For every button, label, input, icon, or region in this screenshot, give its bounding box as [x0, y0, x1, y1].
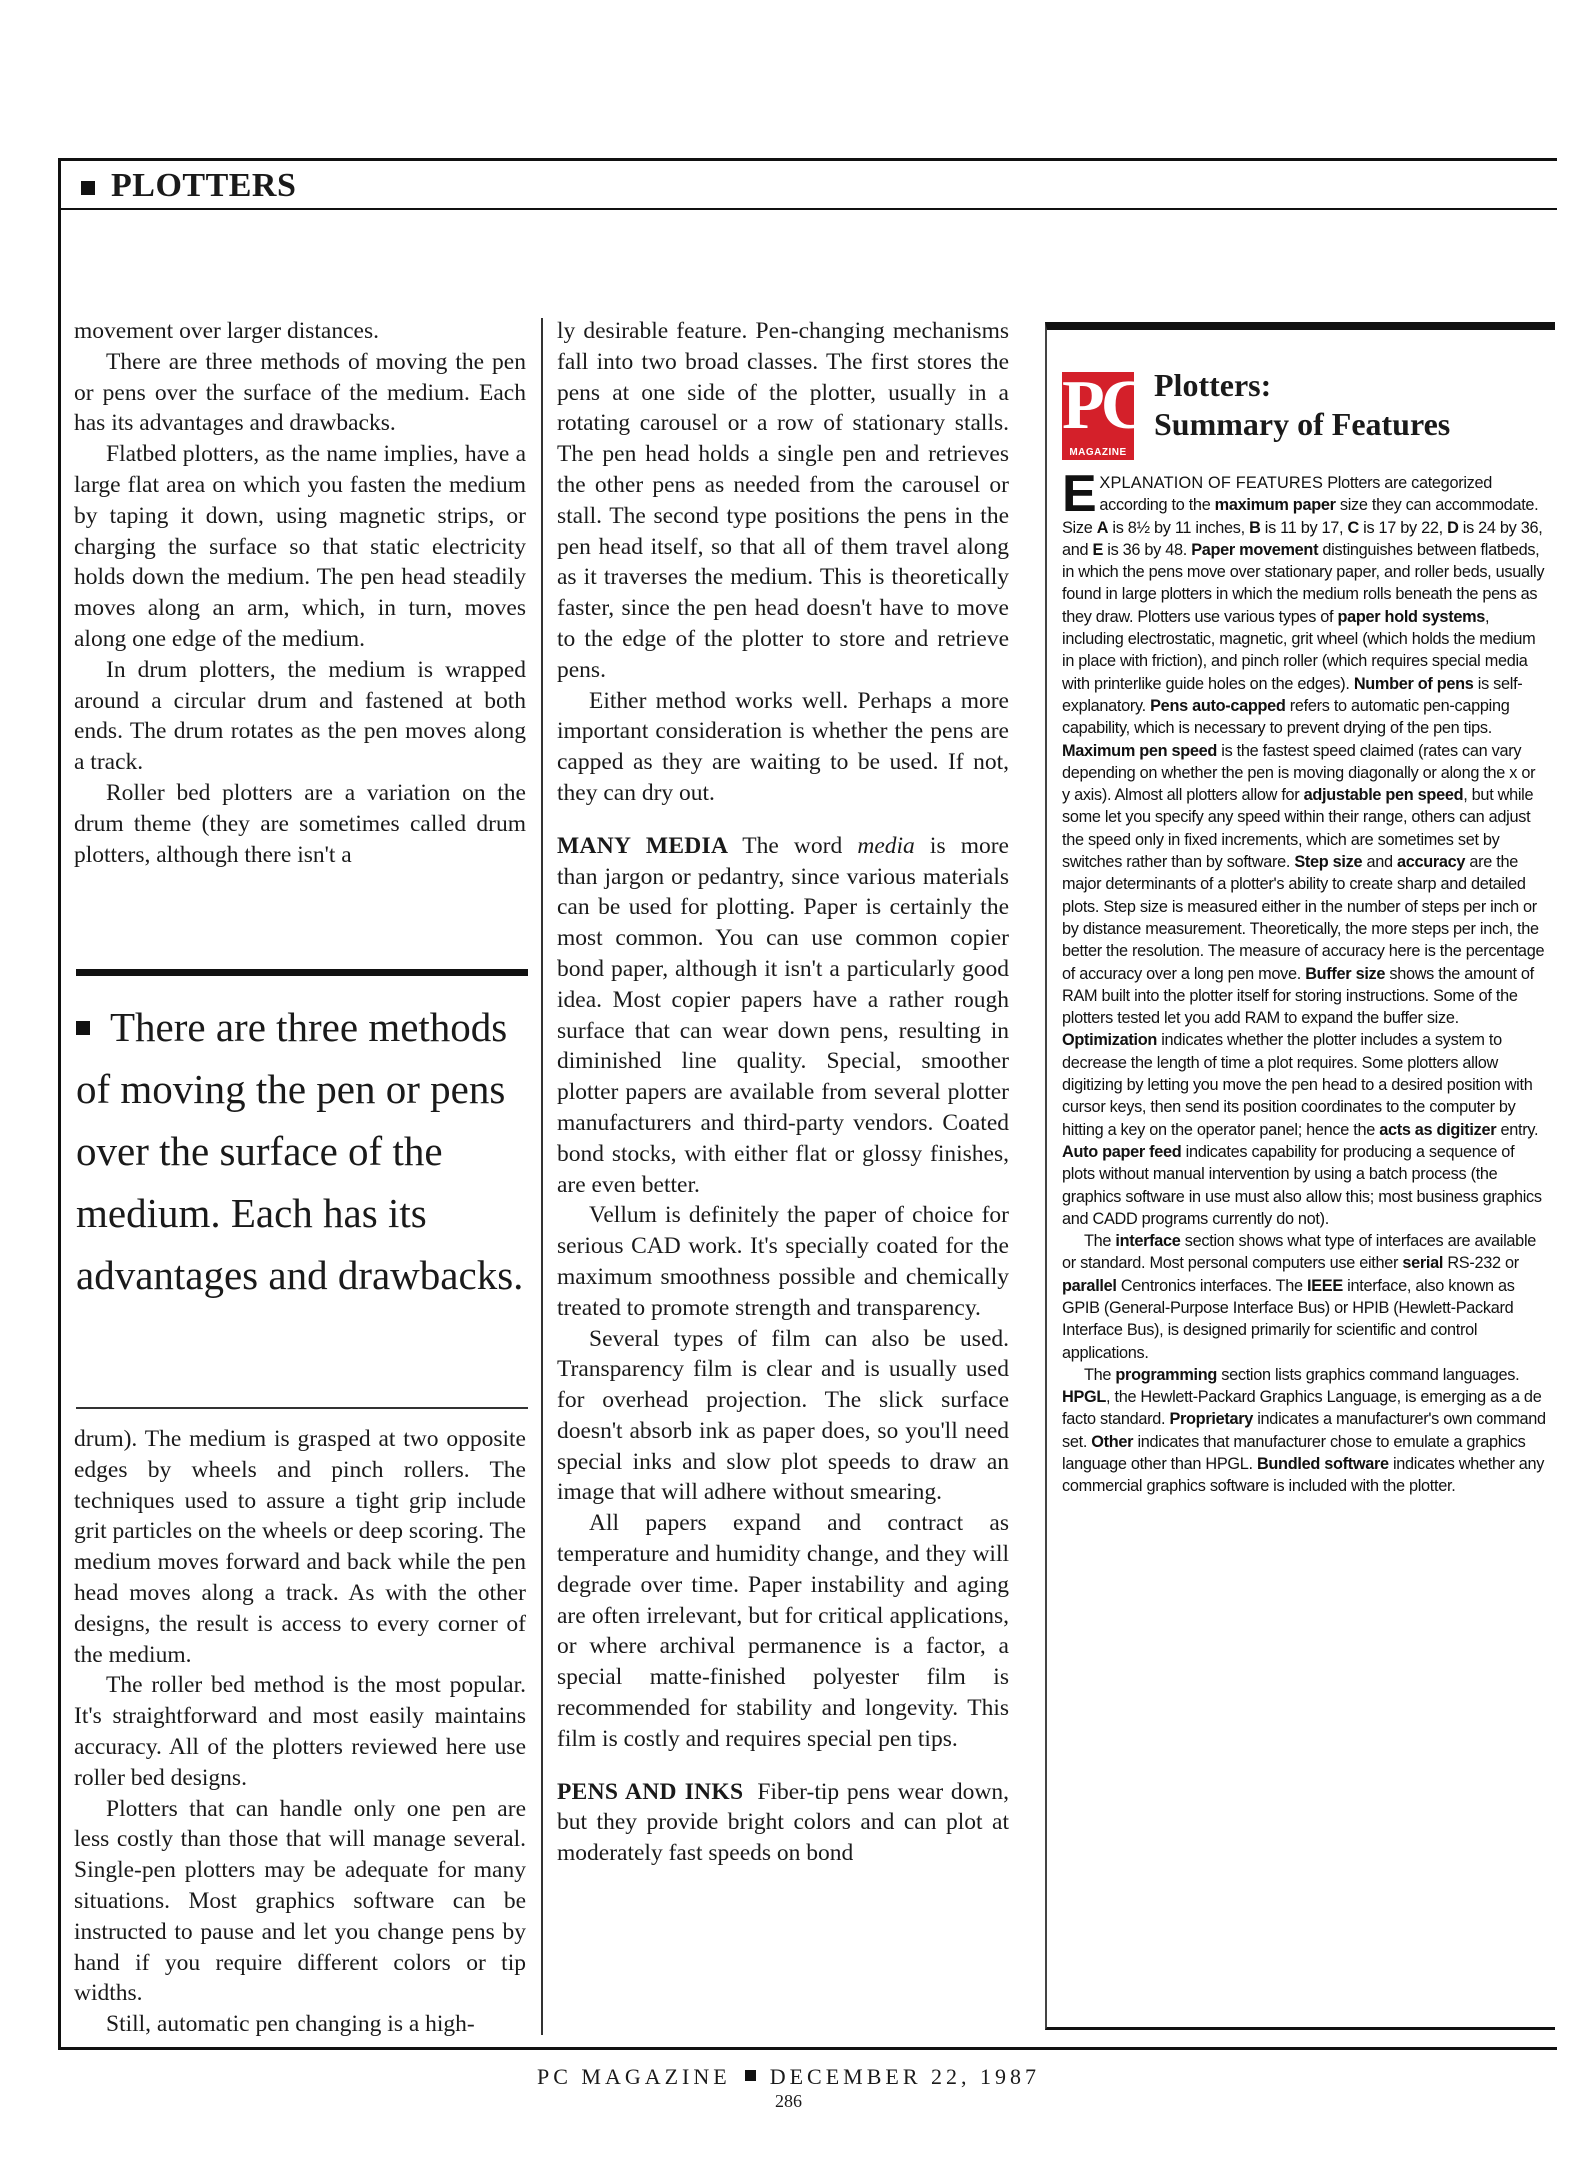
column-1-bottom [74, 1424, 526, 2040]
sidebar-paragraph-3 [1062, 1364, 1547, 1498]
sidebar-text-2 [1062, 1232, 1536, 1361]
sidebar-summary-box [1045, 322, 1555, 2030]
feature-term: Paper movement [1191, 540, 1319, 559]
feature-term: paper hold systems [1337, 607, 1485, 626]
text-run: is self-explanatory. [1062, 674, 1523, 715]
text-run: shows the amount of RAM built into the plotter itself for storing instructions. Some of the plotters tested let you add RAM to expand the buffer size. [1062, 964, 1534, 1028]
feature-term: maximum paper [1214, 496, 1336, 515]
footer-publication: PC MAGAZINE [536, 2064, 731, 2089]
feature-term: D [1447, 518, 1459, 537]
text-run: distinguishes between flatbeds, in which the pens move over stationary paper, and roller beds, usually found in large plotters in which the medium rolls beneath the pens as they draw. Plotters use various types of [1062, 540, 1545, 626]
sidebar-paragraph-2 [1062, 1230, 1547, 1364]
drop-cap: E [1062, 465, 1097, 523]
text-run: , including electrostatic, magnetic, grit wheel (which holds the medium in place with friction), and pinch roller (which requires special media with printerlike guide holes on the edges). [1062, 607, 1536, 693]
feature-term: Step size [1294, 853, 1363, 872]
footer-bullet [745, 2070, 756, 2081]
paragraph: Flatbed plotters, as the name implies, have a large flat area on which you fasten the medium by taping it down, using magnetic strips, or charging the surface so that static electricity holds down the medium. The pen head steadily moves along an arm, which, in turn, moves along one edge of the medium. [74, 441, 526, 652]
paragraph: All papers expand and contract as temperature and humidity change, and they will degrade over time. Paper instability and aging are often irrelevant, but for critical applications, or where archival permanence is a factor, a special matte-finished polyester film is recommended for stability and longevity. This film is costly and requires special pen tips. [557, 1510, 1009, 1752]
text-run: indicates whether the plotter includes a system to decrease the length of time a plot requires. Some plotters allow digitizing by letting you move the pen head to a desired position with cursor keys, then send its position coordinates to the computer by hitting a key on the operator panel; hence the [1062, 1031, 1533, 1139]
feature-term: Bundled software [1256, 1455, 1389, 1474]
feature-term: IEEE [1307, 1276, 1343, 1295]
column-1-top [74, 316, 526, 870]
feature-term: programming [1115, 1365, 1218, 1384]
feature-term: B [1249, 518, 1261, 537]
text-run: , but while some let you specify any speed within their range, others can adjust the speed only in fixed increments, which are sometimes set by switches rather than by software. [1062, 786, 1534, 872]
pull-quote-top-rule [76, 969, 528, 976]
page-footer [0, 2064, 1577, 2090]
paragraph: ly desirable feature. Pen-changing mechanisms fall into two broad classes. The first stores the pens at one side of the plotter, usually in a rotating carousel or a row of stationary stalls. The pen head holds a single pen and retrieves the other pens as needed from the carousel or stall. The second type positions the pens in the pen head itself, so that all of them travel along as it traverses the medium. This is theoretically faster, since the pen head doesn't have to move to the edge of the plotter to store and retrieve pens. [557, 318, 1009, 683]
feature-term: accuracy [1396, 853, 1466, 872]
text-run: RS-232 or [1443, 1254, 1519, 1273]
pc-magazine-logo [1062, 367, 1148, 460]
feature-term: E [1092, 540, 1104, 559]
feature-term: Proprietary [1169, 1410, 1254, 1429]
paragraph: Roller bed plotters are a variation on the drum theme (they are sometimes called drum plotters, although there isn't a [74, 779, 526, 868]
feature-term: A [1096, 518, 1109, 537]
text-run: is 11 by 17, [1260, 518, 1348, 537]
emphasis: media [857, 832, 915, 859]
feature-term: Auto paper feed [1062, 1142, 1182, 1161]
text-run: and [1362, 853, 1397, 872]
paragraph: Several types of film can also be used. Transparency film is clear and is usually used for overhead projection. The slick surface doesn't absorb ink as paper does, so you'll need special inks and slow plot speeds to draw an image that will adhere without smearing. [557, 1325, 1009, 1506]
feature-term: interface [1115, 1232, 1181, 1251]
feature-term: adjustable pen speed [1303, 786, 1464, 805]
feature-term: Maximum pen speed [1062, 741, 1218, 760]
sidebar-title [1154, 366, 1450, 444]
paragraph: Still, automatic pen changing is a high- [106, 2011, 475, 2038]
text-run: section lists graphics command languages. [1217, 1365, 1520, 1384]
paragraph: movement over larger distances. [74, 318, 379, 344]
feature-term: Other [1091, 1432, 1134, 1451]
pull-quote-bottom-rule [76, 1407, 528, 1409]
feature-term: Buffer size [1305, 964, 1386, 983]
sidebar-paragraph-1 [1062, 465, 1547, 1230]
text-run: is 17 by 22, [1358, 518, 1448, 537]
text-run: indicates capability for producing a sequence of plots without manual intervention by using a batch process (the graphics software in use must also allow this; most business graphics and CADD programs currently do not). [1062, 1142, 1542, 1228]
sidebar-title-line1: Plotters: [1154, 367, 1272, 403]
feature-term: serial [1402, 1254, 1444, 1273]
feature-term: acts as digitizer [1379, 1120, 1497, 1139]
feature-term: Pens auto-capped [1150, 696, 1286, 715]
feature-term: Optimization [1062, 1031, 1157, 1050]
section-header [58, 158, 1557, 210]
paragraph: Plotters that can handle only one pen are less costly than those that will manage several. Single-pen plotters may be adequate for many situations. Most graphics software can be instructed to pause and let you change pens by hand if you require different colors or tip widths. [74, 1795, 526, 2007]
section-bullet [81, 181, 95, 195]
paragraph: The roller bed method is the most popular. It's straightforward and most easily maintains accuracy. All of the plotters reviewed here use roller bed designs. [74, 1672, 526, 1791]
paragraph: In drum plotters, the medium is wrapped around a circular drum and fastened at both ends. The drum rotates as the pen moves along a track. [74, 656, 526, 776]
text-run: Centronics interfaces. The [1116, 1276, 1308, 1295]
footer-date: DECEMBER 22, 1987 [769, 2064, 1041, 2089]
feature-term: Number of pens [1353, 674, 1474, 693]
text-run: section shows what type of interfaces are available or standard. Most personal computers use either [1062, 1232, 1537, 1273]
text-run: indicates whether any commercial graphics software is included with the plotter. [1062, 1455, 1545, 1496]
text-run: interface, also known as GPIB (General-Purpose Interface Bus) or HPIB (Hewlett-Packard Interface Bus), is designed primarily for scientific and control applications. [1062, 1276, 1515, 1362]
pull-quote-text: There are three methods of moving the pen or pens over the surface of the medium. Each has its advantages and drawbacks. [76, 1004, 524, 1298]
subhead-many-media: MANY MEDIA [557, 832, 729, 859]
sidebar-title-line2: Summary of Features [1154, 406, 1451, 442]
text-run: size they can accommodate. Size [1062, 496, 1539, 537]
logo-magazine-text: MAGAZINE [1069, 447, 1127, 458]
frame-left-rule [58, 208, 61, 2050]
frame-bottom-rule [58, 2047, 1557, 2050]
text-run: is more than jargon or pedantry, since various materials can be used for plotting. Paper is certainly the most common. You can use common copier bond paper, although it isn't a particularly good idea. Most copier papers have a rather rough surface that can wear down pens, resulting in diminished line quality. Special, smoother plotter papers are available from several plotter manufacturers and third-party vendors. Coated bond stocks, with either flat or glossy finishes, are even better. [557, 832, 1009, 1198]
text-run: entry. [1496, 1120, 1539, 1139]
logo-pc-text: PC [1062, 367, 1148, 444]
text-run: Plotters are categorized according to the [1099, 474, 1492, 515]
sidebar-lead: XPLANATION OF FEATURES [1099, 474, 1324, 492]
text-run: is 24 by 36, and [1062, 518, 1543, 559]
column-separator [541, 318, 543, 2035]
text-run: are the major determinants of a plotter's ability to create sharp and detailed plots. Step size is measured either in the number of steps per inch or by distance measurement. Theoretically, the more steps per inch, the better the resolution. The measure of accuracy here is the percentage of accuracy over a long pen move. [1062, 853, 1545, 983]
sidebar-body [1062, 465, 1547, 1498]
text-run: indicates a manufacturer's own command set. [1062, 1410, 1546, 1451]
feature-term: C [1347, 518, 1359, 537]
sidebar-text-3 [1062, 1366, 1546, 1495]
feature-term: parallel [1062, 1276, 1117, 1295]
text-run: The [1084, 1365, 1116, 1384]
feature-term: HPGL [1062, 1388, 1107, 1407]
column-2 [557, 316, 1009, 1869]
text-run: refers to automatic pen-capping capability, which is necessary to prevent drying of the pen tips. [1062, 696, 1510, 738]
text-run: The [1084, 1232, 1116, 1251]
subhead-pens-and-inks: PENS AND INKS [557, 1778, 744, 1805]
paragraph: Either method works well. Perhaps a more important consideration is whether the pens are capped as they are waiting to be used. If not, they can dry out. [557, 687, 1009, 806]
pull-quote [76, 996, 528, 1306]
paragraph-many-media [557, 831, 1009, 1201]
page-number: 286 [775, 2091, 802, 2111]
text-run: Fiber-tip pens wear down, but they provide bright colors and can plot at moderately fast speeds on bond [557, 1778, 1009, 1867]
paragraph: There are three methods of moving the pen or pens over the surface of the medium. Each has its advantages and drawbacks. [74, 348, 526, 437]
paragraph-pens-and-inks [557, 1777, 1009, 1869]
text-run: is the fastest speed claimed (rates can vary depending on whether the pen is moving diagonally or along the x or y axis). Almost all plotters allow for [1062, 741, 1536, 805]
paragraph: Vellum is definitely the paper of choice for serious CAD work. It's specially coated for the maximum smoothness possible and chemically treated to promote strength and transparency. [557, 1202, 1009, 1321]
text-run: is 8½ by 11 inches, [1108, 518, 1250, 537]
pull-quote-bullet [76, 1021, 90, 1035]
text-run: , the Hewlett-Packard Graphics Language, is emerging as a de facto standard. [1062, 1388, 1542, 1429]
text-run: is 36 by 48. [1103, 540, 1192, 559]
text-run: The word [742, 832, 858, 859]
paragraph: drum). The medium is grasped at two opposite edges by wheels and pinch rollers. The techniques used to assure a tight grip include grit particles on the wheels or deep scoring. The medium moves forward and back while the pen head moves along a track. As with the other designs, the result is access to every corner of the medium. [74, 1426, 526, 1668]
text-run: indicates that manufacturer chose to emulate a graphics language other than HPGL. [1062, 1432, 1526, 1474]
section-title: PLOTTERS [111, 167, 297, 204]
sidebar-text-1 [1062, 465, 1545, 1228]
